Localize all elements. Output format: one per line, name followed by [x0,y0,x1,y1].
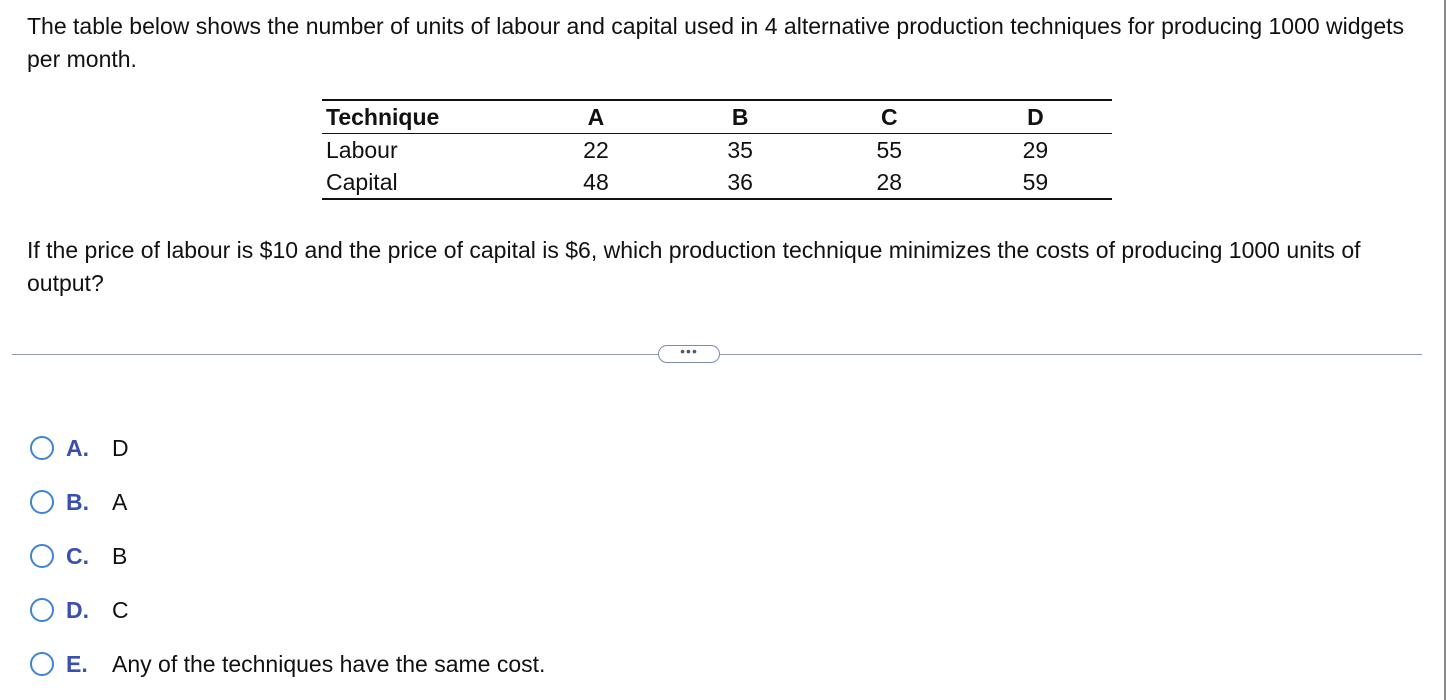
table-header-a: A [587,104,605,130]
table-header-d: D [1027,104,1044,130]
option-text: A [112,488,128,515]
question-text: If the price of labour is $10 and the price of capital is $6, which production technique minimizes the costs of producing 1000 units of output? [27,237,1361,296]
row-label: Labour [326,137,398,163]
radio-icon[interactable] [30,436,54,460]
table-cell: 36 [727,169,753,195]
radio-icon[interactable] [30,598,54,622]
option-letter: A. [66,434,89,461]
table-header-row [322,100,1112,134]
radio-icon[interactable] [30,652,54,676]
option-letter: D. [66,596,89,623]
option-text: C [112,596,129,623]
option-a[interactable] [30,428,129,468]
table-cell: 35 [727,137,753,163]
expand-more-button[interactable]: ••• [658,345,720,363]
table-header-technique: Technique [326,104,440,130]
option-letter: E. [66,650,88,677]
option-e[interactable] [30,644,545,684]
production-table [322,99,1112,200]
option-text: Any of the techniques have the same cost. [112,650,546,677]
table-cell: 48 [583,169,609,195]
radio-icon[interactable] [30,490,54,514]
option-letter: C. [66,542,89,569]
table-header-c: C [880,104,898,130]
option-d[interactable] [30,590,129,630]
table-header-b: B [731,104,749,130]
table-row-capital [322,166,1112,199]
table-cell: 59 [1022,169,1049,195]
option-text: B [112,542,128,569]
table-cell: 55 [876,137,903,163]
table-cell: 29 [1022,137,1049,163]
table-cell: 28 [876,169,903,195]
intro-text: The table below shows the number of units of labour and capital used in 4 alternative production techniques for producing 1000 widgets per month. [27,13,1405,72]
table-cell: 22 [583,137,609,163]
table-row-labour [322,134,1112,167]
option-letter: B. [66,488,89,515]
row-label: Capital [326,169,398,195]
option-text: D [112,434,129,461]
option-b[interactable] [30,482,127,522]
option-c[interactable] [30,536,127,576]
radio-icon[interactable] [30,544,54,568]
